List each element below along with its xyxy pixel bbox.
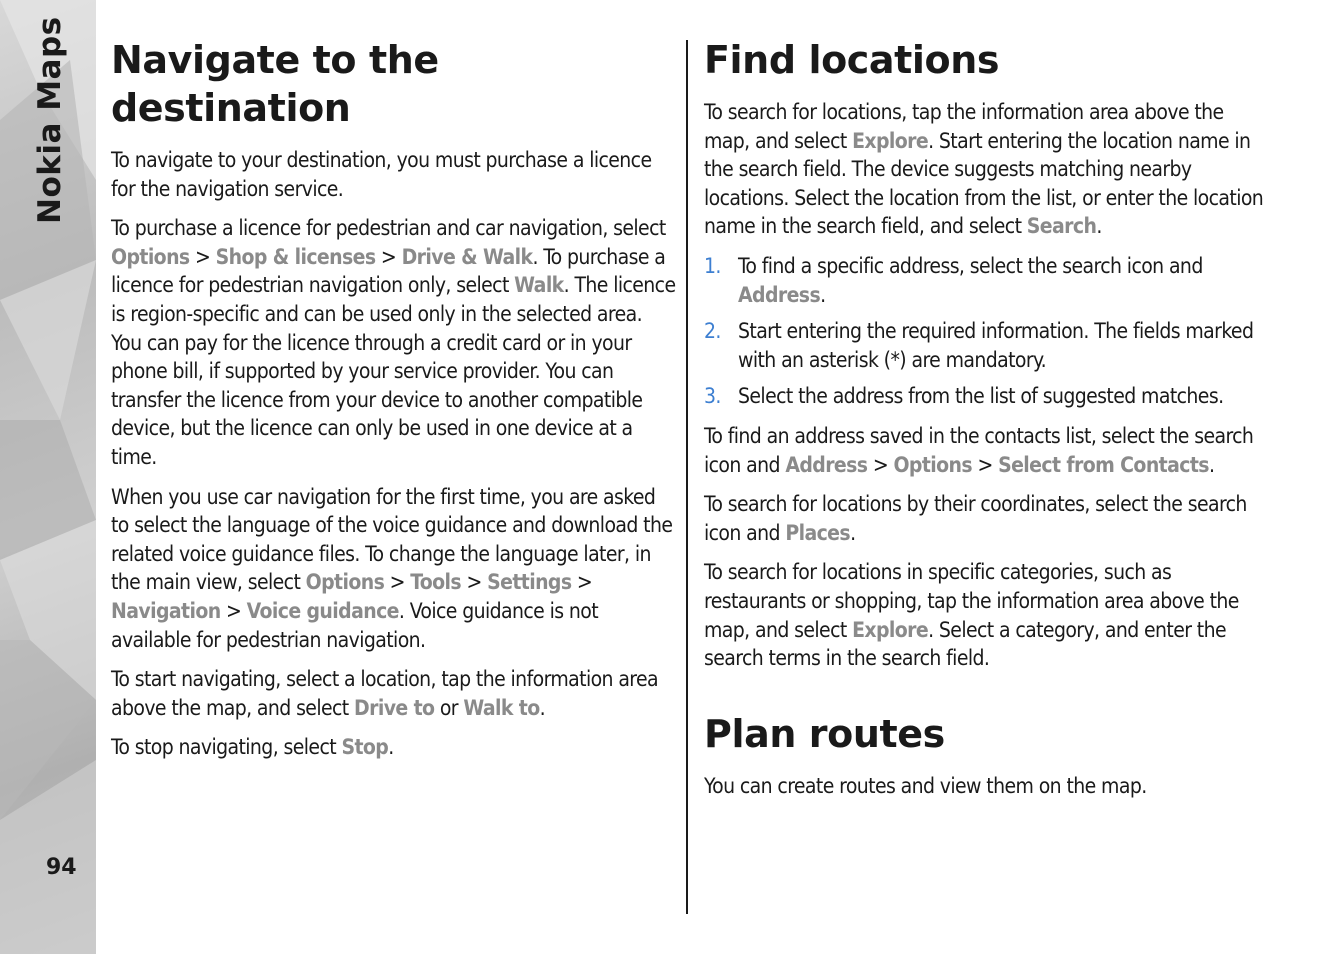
separator: >	[220, 598, 247, 623]
left-column	[111, 36, 677, 773]
keyword-walk-to: Walk to	[463, 695, 540, 720]
separator: >	[384, 570, 411, 595]
keyword-shop-licenses: Shop & licenses	[215, 244, 376, 269]
keyword-walk: Walk	[514, 273, 564, 298]
text: To search for locations by their coordinates, select the search icon and	[704, 492, 1247, 545]
text: To find an address saved in the contacts list, select the search icon and	[704, 423, 1254, 477]
step-number: 2.	[704, 319, 721, 344]
paragraph-voice-guidance	[111, 483, 677, 655]
text: Select the address from the list of suggested matches.	[738, 384, 1224, 409]
keyword-search: Search	[1026, 214, 1097, 239]
text: .	[850, 520, 856, 545]
separator: >	[461, 570, 488, 595]
keyword-options: Options	[111, 244, 190, 269]
separator: >	[867, 452, 894, 477]
keyword-options: Options	[305, 570, 385, 595]
keyword-stop: Stop	[341, 735, 389, 760]
keyword-address: Address	[785, 452, 868, 477]
heading-find-locations: Find locations	[704, 38, 1000, 82]
text: . Start entering the location name in the search field. The device suggests matching nearby locations. Select the location from the list, or enter the location name in the search field, and select	[704, 128, 1264, 239]
page-number: 94	[46, 855, 77, 880]
section-gap	[704, 684, 1270, 710]
text: To search for locations in specific categories, such as restaurants or shopping, tap the information area above the map, and select	[704, 560, 1239, 642]
keyword-drive-to: Drive to	[354, 695, 435, 720]
steps-list	[704, 252, 1270, 411]
keyword-explore: Explore	[852, 128, 929, 153]
text: . The licence is region-specific and can be used only in the selected area. You can pay for the licence through a credit card or in your phone bill, if supported by your service provider. You can transfer the licence from your device to another compatible device, but the licence can only be used in one device at a time.	[111, 273, 676, 469]
separator: >	[375, 244, 402, 269]
section-title-vertical: Nokia Maps	[32, 16, 68, 224]
list-item	[704, 252, 1270, 309]
paragraph-stop-navigating	[111, 733, 677, 762]
separator: >	[972, 452, 999, 477]
text: .	[820, 282, 826, 307]
text: To find a specific address, select the search icon and	[738, 253, 1203, 278]
list-item	[704, 317, 1270, 374]
step-number: 1.	[704, 253, 721, 278]
text: or	[434, 695, 464, 720]
text: When you use car navigation for the first time, you are asked to select the language of the voice guidance and download the related voice guidance files. To change the language later, in the main view, select	[111, 484, 673, 595]
paragraph-contacts-address	[704, 422, 1270, 479]
text: .	[1208, 452, 1215, 477]
text: To purchase a licence for pedestrian and car navigation, select	[111, 216, 666, 241]
keyword-navigation: Navigation	[111, 598, 221, 623]
text: To start navigating, select a location, tap the information area above the map, and select	[111, 667, 659, 720]
keyword-voice-guidance: Voice guidance	[246, 598, 399, 623]
right-column	[704, 36, 1270, 811]
text: Start entering the required information. The fields marked with an asterisk (*) are mandatory.	[738, 319, 1254, 372]
text: .	[388, 735, 394, 760]
column-divider	[686, 40, 688, 914]
text: . Select a category, and enter the search terms in the search field.	[704, 617, 1226, 671]
separator: >	[571, 570, 593, 595]
step-number: 3.	[704, 384, 721, 409]
keyword-address: Address	[738, 282, 821, 307]
keyword-tools: Tools	[410, 570, 462, 595]
separator: >	[189, 244, 216, 269]
paragraph-licence-intro: To navigate to your destination, you must purchase a licence for the navigation service.	[111, 148, 652, 201]
keyword-explore: Explore	[852, 617, 929, 642]
heading-plan-routes: Plan routes	[704, 711, 945, 756]
keyword-settings: Settings	[487, 570, 572, 595]
paragraph-start-navigating	[111, 665, 677, 722]
paragraph-search-locations	[704, 98, 1270, 241]
paragraph-create-routes: You can create routes and view them on the map.	[704, 773, 1147, 798]
text: To search for locations, tap the information area above the map, and select	[704, 100, 1224, 153]
paragraph-purchase-licence	[111, 214, 677, 471]
sidebar	[0, 0, 96, 954]
text: .	[1096, 214, 1102, 239]
paragraph-coordinates	[704, 490, 1270, 547]
text: To stop navigating, select	[111, 735, 342, 760]
keyword-options: Options	[893, 452, 973, 477]
text: .	[539, 695, 546, 720]
list-item	[704, 382, 1270, 411]
text: . To purchase a licence for pedestrian navigation only, select	[111, 244, 666, 298]
keyword-places: Places	[785, 520, 851, 545]
keyword-select-from-contacts: Select from Contacts	[998, 452, 1209, 477]
paragraph-categories	[704, 558, 1270, 672]
keyword-drive-walk: Drive & Walk	[401, 244, 533, 269]
text: . Voice guidance is not available for pedestrian navigation.	[111, 598, 599, 652]
heading-navigate: Navigate to the destination	[111, 38, 439, 130]
